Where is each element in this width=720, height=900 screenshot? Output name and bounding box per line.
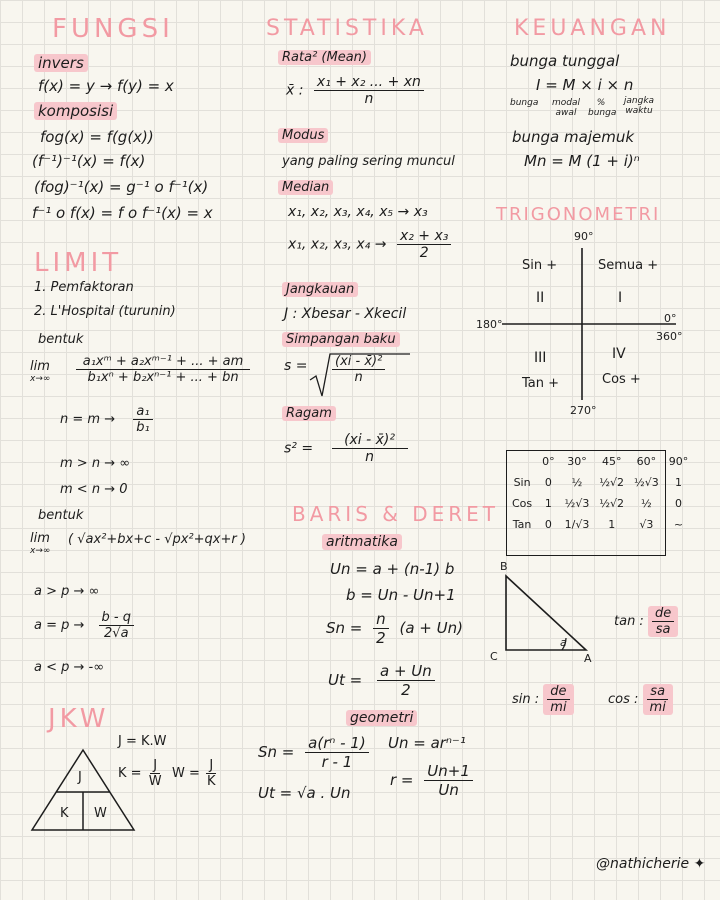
deg-90: 90° bbox=[574, 230, 594, 243]
bunga-tunggal-label: bunga tunggal bbox=[510, 52, 620, 70]
statistika-title: STATISTIKA bbox=[266, 16, 428, 41]
bunga-majemuk-formula: Mn = M (1 + i)ⁿ bbox=[524, 152, 640, 170]
limit-bentuk-2: bentuk bbox=[38, 508, 84, 523]
point-a: A bbox=[584, 652, 592, 665]
tan-ratio: tan : $\frac{de}{sa}$ bbox=[614, 606, 678, 637]
ragam-formula: s² = $\frac{\text{(xi - x̄)²}}{n}$ bbox=[284, 432, 408, 465]
jkw-title: JKW bbox=[48, 704, 110, 734]
limit-case-2: m > n → ∞ bbox=[60, 456, 131, 471]
limit-case-3: m < n → 0 bbox=[60, 482, 128, 497]
signature: @nathicherie ✦ bbox=[596, 856, 706, 872]
mean-formula: x̄ : $\frac{\text{x₁ + x₂ ... + xn}}{n}$ bbox=[286, 74, 424, 107]
limit-item-2: 2. L'Hospital (turunin) bbox=[34, 304, 176, 319]
median-formula-1: x₁, x₂, x₃, x₄, x₅ → x₃ bbox=[288, 204, 428, 220]
geometri-formula-2: Un = arⁿ⁻¹ bbox=[388, 734, 466, 752]
jkw-tri-right: W bbox=[94, 806, 107, 821]
geometri-formula-4: Ut = √a . Un bbox=[258, 784, 351, 802]
trig-table-row: Tan 0 1/√3 1 √3 ~ bbox=[512, 518, 684, 531]
geometri-formula-3: r = $\frac{Un+1}{Un}$ bbox=[390, 762, 473, 799]
trigonometri-title: TRIGONOMETRI bbox=[496, 204, 661, 225]
label-bunga: bunga bbox=[510, 98, 539, 108]
aritmatika-formula-4: Ut = $\frac{a + Un}{2}$ bbox=[328, 662, 435, 699]
simpangan-label: Simpangan baku bbox=[282, 332, 400, 347]
median-label: Median bbox=[278, 180, 333, 195]
komposisi-formula-4: f⁻¹ o f(x) = f o f⁻¹(x) = x bbox=[32, 204, 213, 222]
limit-title: LIMIT bbox=[34, 248, 123, 278]
limit-bentuk-1: bentuk bbox=[38, 332, 84, 347]
trig-table-row: Sin 0 ½ ½√2 ½√3 1 bbox=[513, 476, 682, 489]
komposisi-formula-3: (fog)⁻¹(x) = g⁻¹ o f⁻¹(x) bbox=[34, 178, 209, 196]
deg-180: 180° bbox=[476, 318, 503, 331]
limit-case-1: n = m → $\frac{\text{a₁}}{\text{b₁}}$ bbox=[60, 404, 153, 435]
invers-label: invers bbox=[34, 54, 88, 72]
angle-a: a bbox=[560, 636, 567, 649]
jkw-formula-2: K = $\frac{J}{W}$ bbox=[118, 758, 162, 789]
label-persen-bunga: % bunga bbox=[588, 98, 617, 118]
keuangan-title: KEUANGAN bbox=[514, 16, 671, 41]
point-b: B bbox=[500, 560, 508, 573]
quadrant-2-label: Sin + bbox=[522, 258, 558, 273]
sin-ratio: sin : $\frac{de}{mi}$ bbox=[512, 684, 574, 715]
trig-table-header: 0° 30° 45° 60° 90° bbox=[542, 455, 689, 468]
limit-c3: a < p → -∞ bbox=[34, 660, 105, 675]
quadrant-1-label: Semua + bbox=[598, 258, 659, 273]
point-c: C bbox=[490, 650, 498, 663]
limit-lim-1: lim x→∞ bbox=[30, 359, 51, 384]
aritmatika-formula-3: Sn = $\frac{n}{2}$ (a + Un) bbox=[326, 610, 463, 647]
quadrant-1-numeral: I bbox=[618, 290, 623, 306]
baris-deret-title: BARIS & DERET bbox=[292, 502, 499, 526]
label-modal-awal: modal awal bbox=[551, 98, 580, 118]
limit-c2: a = p → $\frac{b - q}{2√a}$ bbox=[34, 610, 134, 641]
simpangan-lhs: s = bbox=[284, 358, 308, 374]
jkw-tri-top: J bbox=[78, 770, 82, 785]
komposisi-formula-2: (f⁻¹)⁻¹(x) = f(x) bbox=[32, 152, 146, 170]
limit-fraction-1: $\frac{\text{a₁xᵐ + a₂xᵐ⁻¹ + ... + am}}{\text{b₁xⁿ + b₂xⁿ⁻¹ + ... + bn}}$ bbox=[76, 354, 250, 385]
label-jangka-waktu: jangka waktu bbox=[623, 96, 655, 116]
trig-table bbox=[506, 450, 689, 556]
aritmatika-formula-2: b = Un - Un+1 bbox=[346, 586, 456, 604]
quadrant-4-label: Cos + bbox=[602, 372, 641, 387]
jangkauan-formula: J : Xbesar - Xkecil bbox=[284, 306, 407, 322]
komposisi-label: komposisi bbox=[34, 102, 117, 120]
deg-0: 0° bbox=[664, 312, 677, 325]
quadrant-3-label: Tan + bbox=[522, 376, 560, 391]
bunga-majemuk-label: bunga majemuk bbox=[512, 128, 635, 146]
geometri-label: geometri bbox=[346, 710, 417, 726]
simpangan-fraction: $\frac{\text{(xi - x̄)²}}{n}$ bbox=[332, 354, 385, 385]
median-formula-2: x₁, x₂, x₃, x₄ → $\frac{\text{x₂ + x₃}}{2}$ bbox=[288, 228, 451, 261]
jkw-formula-3: W = $\frac{J}{K}$ bbox=[172, 758, 216, 789]
deg-270: 270° bbox=[570, 404, 597, 417]
right-triangle bbox=[500, 572, 590, 656]
ragam-label: Ragam bbox=[282, 406, 336, 421]
limit-c1: a > p → ∞ bbox=[34, 584, 100, 599]
limit-lim-2: lim x→∞ bbox=[30, 531, 51, 556]
modus-label: Modus bbox=[278, 128, 328, 143]
trig-table-row: Cos 1 ½√3 ½√2 ½ 0 bbox=[512, 497, 682, 510]
jkw-formula-1: J = K.W bbox=[118, 734, 167, 749]
jangkauan-label: Jangkauan bbox=[282, 282, 358, 297]
aritmatika-label: aritmatika bbox=[322, 534, 402, 550]
quadrant-2-numeral: II bbox=[536, 290, 545, 306]
modus-text: yang paling sering muncul bbox=[282, 154, 455, 169]
limit-item-1: 1. Pemfaktoran bbox=[34, 280, 134, 295]
invers-formula: f(x) = y → f(y) = x bbox=[38, 77, 174, 95]
fungsi-title: FUNGSI bbox=[52, 14, 174, 44]
bunga-tunggal-formula: I = M × i × n bbox=[536, 76, 634, 94]
aritmatika-formula-1: Un = a + (n-1) b bbox=[330, 560, 455, 578]
deg-360: 360° bbox=[656, 330, 683, 343]
quadrant-4-numeral: IV bbox=[612, 346, 626, 362]
cos-ratio: cos : $\frac{sa}{mi}$ bbox=[608, 684, 673, 715]
komposisi-formula-1: fog(x) = f(g(x)) bbox=[40, 128, 154, 146]
jkw-tri-left: K bbox=[60, 806, 69, 821]
geometri-formula-1: Sn = $\frac{\text{a(rⁿ - 1)}}{r - 1}$ bbox=[258, 734, 369, 771]
quadrant-3-numeral: III bbox=[534, 350, 547, 366]
limit-expr-2: ( √ax²+bx+c - √px²+qx+r ) bbox=[68, 532, 246, 547]
mean-label: Rata² (Mean) bbox=[278, 50, 371, 65]
